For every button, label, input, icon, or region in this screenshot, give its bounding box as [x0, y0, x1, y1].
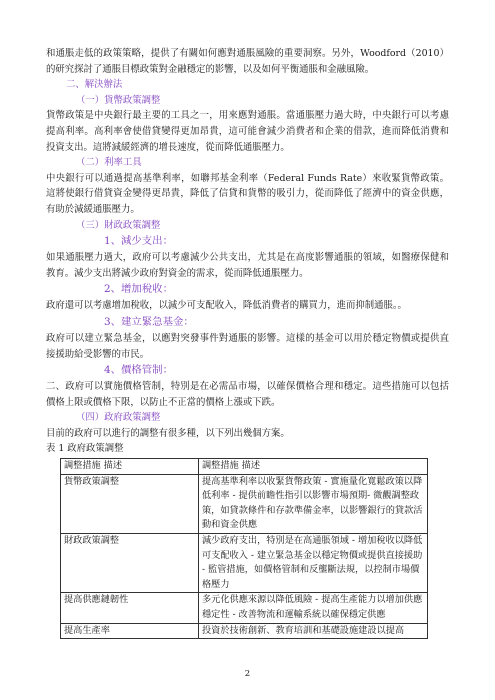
table-header-row: [61, 459, 428, 475]
intro-paragraph: 和通脹走低的政策策略，提供了有關如何應對通脹風險的重要洞察。另外，Woodford（2010）的研究探討了通脹目標政策對金融穩定的影響，以及如何平衡通脹和金融風險。: [46, 48, 449, 75]
table-cell-measure: 提高供應鏈韌性: [61, 593, 199, 623]
price-control-paragraph: 二、政府可以實施價格管制，特別是在必需品市場，以確保價格合理和穩定。這些措施可以包括價格上限或價格下限，以防止不正當的價格上漲或下跌。: [46, 381, 449, 408]
table-header-cell: 調整措施 描述: [61, 459, 199, 475]
heading-monetary-policy: （一）貨幣政策調整: [76, 94, 161, 106]
table-row: [61, 593, 428, 623]
reduce-spending-paragraph: 如果通脹壓力過大，政府可以考慮減少公共支出，尤其是在高度影響通脹的領域，如醫療保健和教育。減少支出將減少政府對資金的需求，從而降低通脹壓力。: [46, 252, 449, 279]
heading-price-control: 4、價格管制：: [104, 364, 173, 377]
government-policy-paragraph: 目前的政府可以進行的調整有很多種，以下列出幾個方案。: [46, 427, 290, 439]
increase-tax-paragraph: 政府還可以考慮增加稅收，以減少可支配收入，降低消費者的購買力，進而抑制通脹。。: [46, 300, 407, 312]
page-number: 2: [244, 669, 251, 679]
table-header-cell: 調整措施 描述: [199, 459, 428, 475]
rate-tool-paragraph: 中央銀行可以通過提高基準利率，如聯邦基金利率（Federal Funds Rate）來收緊貨幣政策。這將使銀行借貸資金變得更昂貴，降低了信貸和貨幣的吸引力，從而降低了經濟中的資金供應，有助於減緩通脹壓力。: [46, 172, 449, 215]
table-cell-measure: 財政政策調整: [61, 534, 199, 593]
heading-solution: 二、解決辦法: [66, 79, 123, 91]
table-row: [61, 534, 428, 593]
table-cell-description: 減少政府支出，特別是在高通脹領域 - 增加稅收以降低可支配收入 - 建立緊急基金以穩定物價或提供直接援助 - 監管措施，如價格管制和反壟斷法規，以控制市場價格壓力: [199, 534, 428, 593]
table-row: [61, 474, 428, 533]
emergency-fund-paragraph: 政府可以建立緊急基金，以應對突發事件對通脹的影響。這樣的基金可以用於穩定物價或提供直接援助給受影響的市民。: [46, 332, 449, 360]
table-cell-measure: 貨幣政策調整: [61, 474, 199, 533]
table-cell-description: 提高基準利率以收緊貨幣政策 - 實施量化寬鬆政策以降低利率 - 提供前瞻性指引以影響市場預期- 微觀調整政策，如貸款條件和存款準備金率，以影響銀行的貸款活動和資金供應: [199, 474, 428, 533]
heading-emergency-fund: 3、建立緊急基金：: [104, 315, 194, 328]
heading-government-policy: （四）政府政策調整: [76, 412, 161, 424]
heading-increase-tax: 2、增加稅收：: [104, 283, 173, 296]
table-cell-description: 投資於技術創新、教育培訓和基礎設施建設以提高: [199, 623, 428, 639]
table-cell-measure: 提高生產率: [61, 623, 199, 639]
heading-rate-tool: （二）利率工具: [76, 157, 142, 169]
policy-table: [60, 458, 428, 639]
monetary-policy-paragraph: 貨幣政策是中央銀行最主要的工具之一，用來應對通脹。當通脹壓力過大時，中央銀行可以考慮提高利率。高利率會使借貸變得更加昂貴，這可能會減少消費者和企業的借款，進而降低消費和投資支出。這將減緩經濟的增長速度，從而降低通脹壓力。: [46, 110, 449, 153]
heading-reduce-spending: 1、減少支出：: [104, 235, 173, 248]
heading-fiscal-policy: （三）財政政策調整: [76, 219, 161, 231]
table-caption: 表 1 政府政策調整: [46, 443, 124, 455]
table-cell-description: 多元化供應來源以降低風險 - 提高生產能力以增加供應穩定性 - 改善物流和運輸系統以確保穩定供應: [199, 593, 428, 623]
table-row: [61, 623, 428, 639]
